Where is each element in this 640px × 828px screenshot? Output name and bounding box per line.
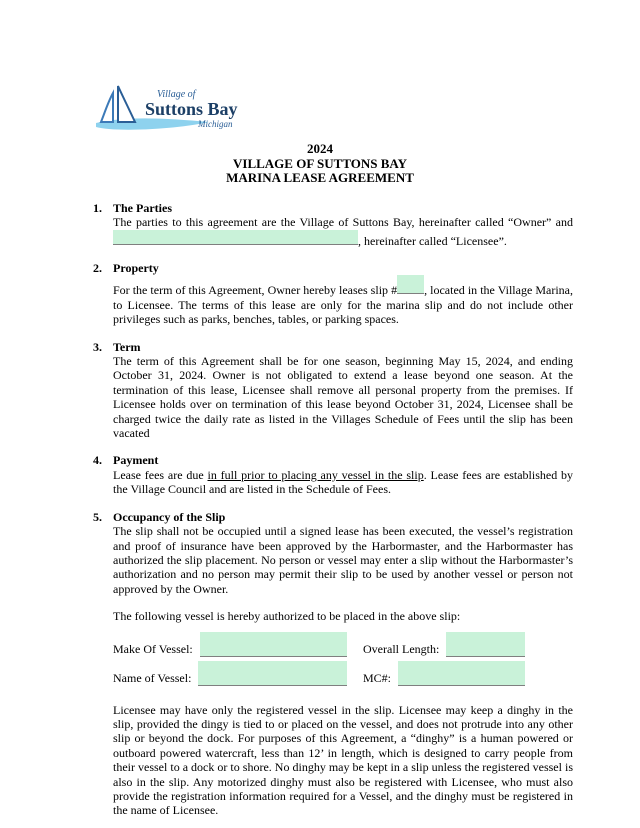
section-occupancy xyxy=(0,510,640,818)
vessel-form xyxy=(113,632,573,686)
sections xyxy=(0,201,640,818)
vessel-form-row-1 xyxy=(113,632,525,657)
section-number: 5. xyxy=(93,509,102,524)
section-heading: Term xyxy=(113,339,141,354)
section-heading: Payment xyxy=(113,453,159,468)
logo-name: Suttons Bay xyxy=(145,99,238,119)
name-of-vessel-field[interactable] xyxy=(198,661,347,686)
vessel-intro: The following vessel is hereby authorized to be placed in the above slip: xyxy=(113,609,461,624)
section-heading: Property xyxy=(113,261,159,275)
section-heading: The Parties xyxy=(113,200,172,215)
section-number: 1. xyxy=(93,200,102,215)
logo-graphic xyxy=(95,84,265,138)
title-year: 2024 xyxy=(307,141,333,156)
occupancy-paragraph-2: Licensee may have only the registered vessel in the slip. Licensee may keep a dinghy in the slip, provided the dingy is tied to or placed on the vessel, and does not protrude into any other slip or beyond the dock. For purposes of this Agreement, a “dinghy” is a human powered or outboard powered watercraft, less than 12’ in length, which is designed to carry people from their vessel to a dock or to shore. No dinghy may be kept in a slip unless the registered vessel is also in the slip. Any motorized dinghy must also be registered with Licensee, who must also provide the registration information required for a Vessel, and the dinghy must be registered in the name of Licensee. xyxy=(113,702,573,818)
vessel-form-row-2 xyxy=(113,661,525,686)
licensee-name-field[interactable] xyxy=(113,230,358,245)
make-of-vessel-field[interactable] xyxy=(200,632,347,657)
parties-text-before: The parties to this agreement are the Village of Suttons Bay, hereinafter called “Owner” and xyxy=(113,215,573,230)
mc-number-label: MC#: xyxy=(363,670,392,685)
logo-village-of: Village of xyxy=(157,89,196,100)
term-paragraph: The term of this Agreement shall be for one season, beginning May 15, 2024, and ending October 31, 2024. Owner is not obligated to extend a lease beyond one season. At the termination of this lease, Licensee shall remove all personal property from the premises. If Licensee holds over on termination of this lease beyond October 31, 2024, Licensee shall be charged twice the daily rate as listed in the Villages Schedule of Fees until the slip has been vacated xyxy=(113,354,573,441)
sailboat-icon xyxy=(101,86,135,122)
parties-paragraph xyxy=(113,215,573,248)
overall-length-field[interactable] xyxy=(446,632,525,657)
section-term xyxy=(0,340,640,441)
payment-text-lead: Lease fees are due xyxy=(113,467,208,482)
logo-state: Michigan xyxy=(198,119,233,129)
payment-text-tail: . Lease fees are established by the Village Council and are listed in the Schedule of Fees. xyxy=(113,467,574,497)
title-doc: MARINA LEASE AGREEMENT xyxy=(226,170,414,186)
document-title xyxy=(0,142,640,186)
make-of-vessel-label: Make Of Vessel: xyxy=(113,641,193,656)
section-payment xyxy=(0,453,640,496)
payment-paragraph xyxy=(113,468,573,497)
mc-number-field[interactable] xyxy=(398,661,525,686)
title-org: VILLAGE OF SUTTONS BAY xyxy=(233,155,407,171)
payment-text-underlined: in full prior to placing any vessel in the slip xyxy=(207,467,424,482)
suttons-bay-logo xyxy=(95,84,265,138)
slip-number-field[interactable] xyxy=(397,275,424,294)
section-number: 2. xyxy=(93,261,102,275)
property-text-after: , located in the Village Marina, to Licensee. The terms of this lease are only for the marina slip and do not include other privileges such as parks, benches, tables, or parking spaces. xyxy=(113,283,573,327)
name-of-vessel-label: Name of Vessel: xyxy=(113,670,192,685)
section-parties xyxy=(0,201,640,248)
section-number: 4. xyxy=(93,453,102,468)
property-paragraph xyxy=(113,275,573,326)
section-number: 3. xyxy=(93,339,102,354)
section-property xyxy=(0,261,640,327)
occupancy-paragraph-1: The slip shall not be occupied until a signed lease has been executed, the vessel’s registration and proof of insurance have been approved by the Harbormaster, and the Harbormaster has authorized the slip placement. No person or vessel may enter a slip without the Harbormaster’s authorization and no person may permit their slip to be used by another vessel or person not approved by the Owner. xyxy=(113,524,573,596)
parties-text-after: , hereinafter called “Licensee”. xyxy=(358,233,507,248)
property-text-before: For the term of this Agreement, Owner hereby leases slip # xyxy=(113,283,398,298)
section-heading: Occupancy of the Slip xyxy=(113,509,226,524)
logo-row xyxy=(0,0,640,138)
overall-length-label: Overall Length: xyxy=(363,641,440,656)
